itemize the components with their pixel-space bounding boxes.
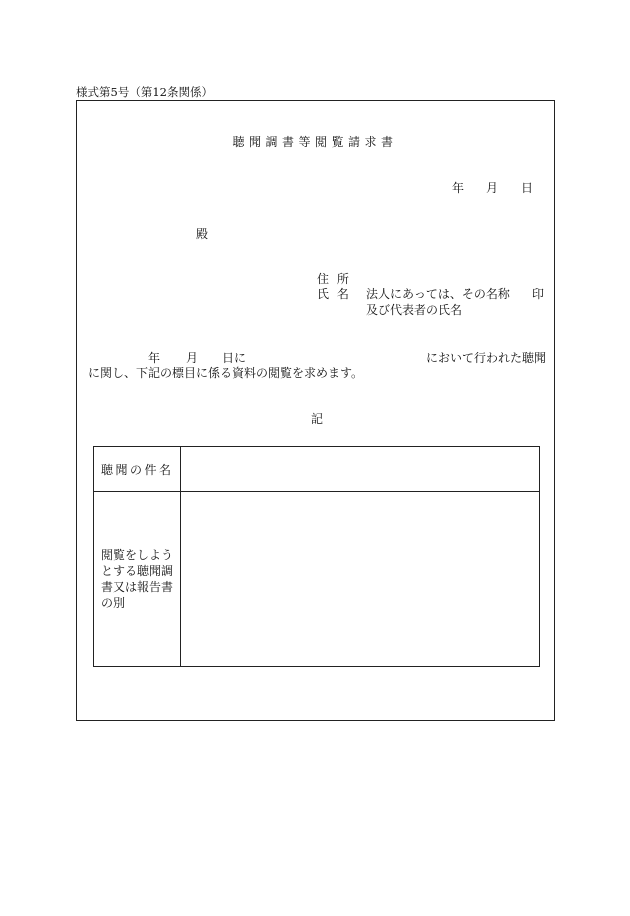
body-line2: に関し、下記の標目に係る資料の閲覧を求めます。: [88, 366, 364, 380]
hearing-year: 年: [148, 351, 161, 365]
date-year: 年: [452, 181, 465, 195]
document-type-field[interactable]: [181, 492, 540, 667]
table-row: [94, 447, 540, 492]
hearing-day: 日に: [222, 351, 247, 365]
ki-heading: 記: [311, 412, 324, 426]
document-type-header: 閲覧をしようとする聴聞調書又は報告書の別: [94, 492, 181, 667]
hearing-subject-field[interactable]: [181, 447, 540, 492]
hearing-month: 月: [186, 351, 199, 365]
date-day: 日: [521, 181, 534, 195]
table-row: [94, 492, 540, 667]
date-month: 月: [486, 181, 499, 195]
applicant-name-note-line1: 法人にあっては、その名称: [366, 287, 510, 301]
applicant-name-label: 氏 名: [317, 287, 351, 301]
addressee-suffix: 殿: [196, 227, 209, 241]
applicant-address-label: 住 所: [317, 272, 351, 286]
form-number-label: 様式第5号（第12条関係）: [76, 85, 213, 99]
applicant-name-note-line2: 及び代表者の氏名: [366, 303, 463, 317]
body-line1-tail: において行われた聴聞: [426, 351, 547, 365]
request-items-table: [93, 446, 540, 667]
seal-mark: 印: [532, 287, 545, 301]
hearing-subject-header: 聴聞の件名: [94, 447, 181, 492]
document-title: 聴聞調書等閲覧請求書: [232, 135, 398, 149]
